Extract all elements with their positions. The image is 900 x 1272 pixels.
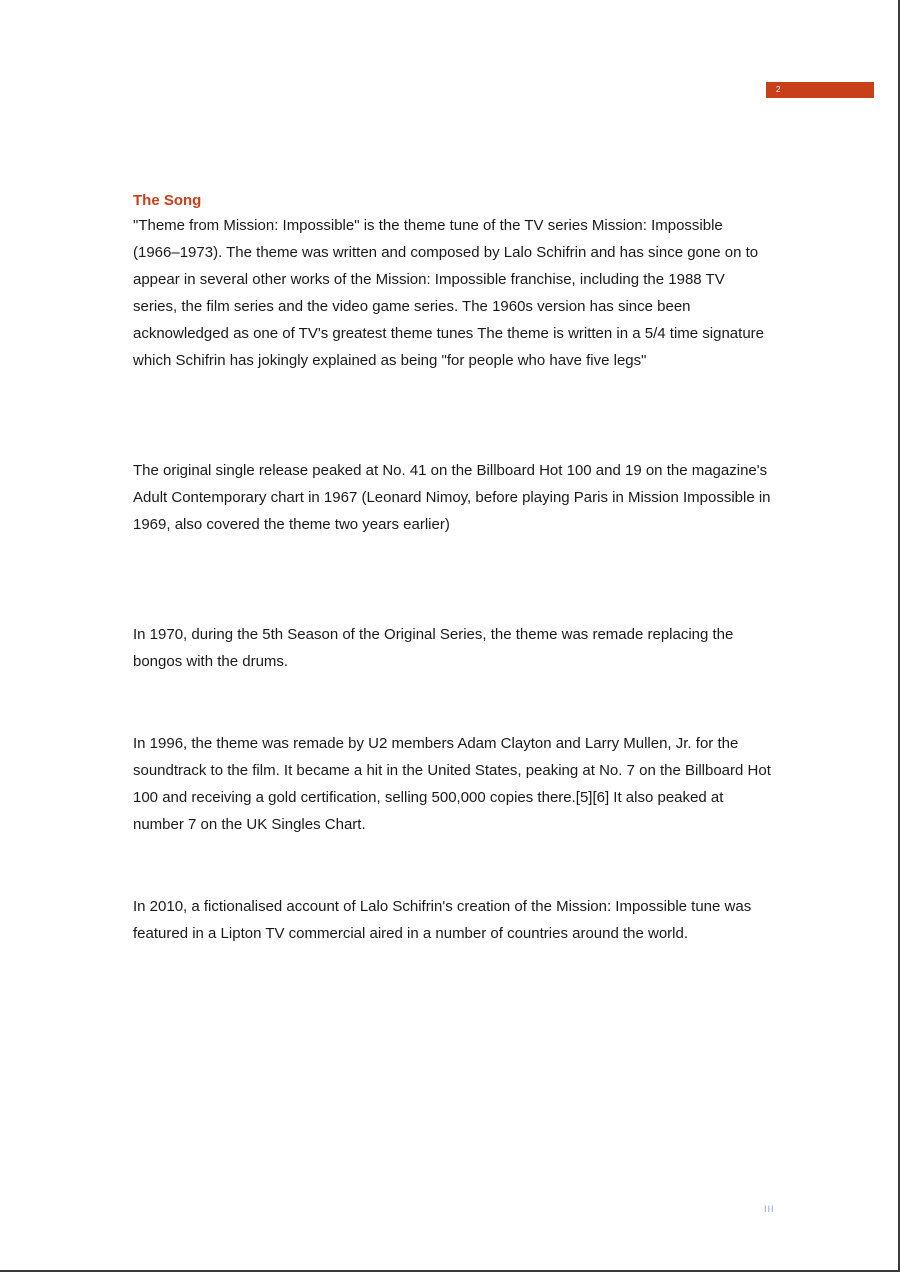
paragraph-1996-remake: In 1996, the theme was remade by U2 members Adam Clayton and Larry Mullen, Jr. for the soundtrack to the film. It became a hit in the United States, peaking at No. 7 on the Billboard Hot 100 and receiving a gold certification, selling 500,000 copies there.[5][6] It also peaked at number 7 on the UK Singles Chart. (133, 735, 771, 833)
page-number: 2 (776, 85, 781, 94)
section-title: The Song (133, 192, 202, 209)
paragraph-1970-remake: In 1970, during the 5th Season of the Original Series, the theme was remade replacing the bongos with the drums. (133, 626, 734, 670)
footer-mark: III (764, 1204, 775, 1214)
paragraph-theme-history: "Theme from Mission: Impossible" is the theme tune of the TV series Mission: Impossible (1966–1973). The theme was written and composed by Lalo Schifrin and has since gone on to appear in several other works of the Mission: Impossible franchise, including the 1988 TV series, the film series and the video game series. The 1960s version has since been acknowledged as one of TV's greatest theme tunes The theme is written in a 5/4 time signature which Schifrin has jokingly explained as being "for people who have five legs" (133, 217, 764, 369)
paragraph-single-release: The original single release peaked at No. 41 on the Billboard Hot 100 and 19 on the magazine's Adult Contemporary chart in 1967 (Leonard Nimoy, before playing Paris in Mission Impossible in 1969, also covered the theme two years earlier) (133, 462, 771, 533)
paragraph-2010-commercial: In 2010, a fictionalised account of Lalo Schifrin's creation of the Mission: Impossible tune was featured in a Lipton TV commercial aired in a number of countries around the world. (133, 898, 752, 942)
page-number-tab (766, 82, 874, 98)
